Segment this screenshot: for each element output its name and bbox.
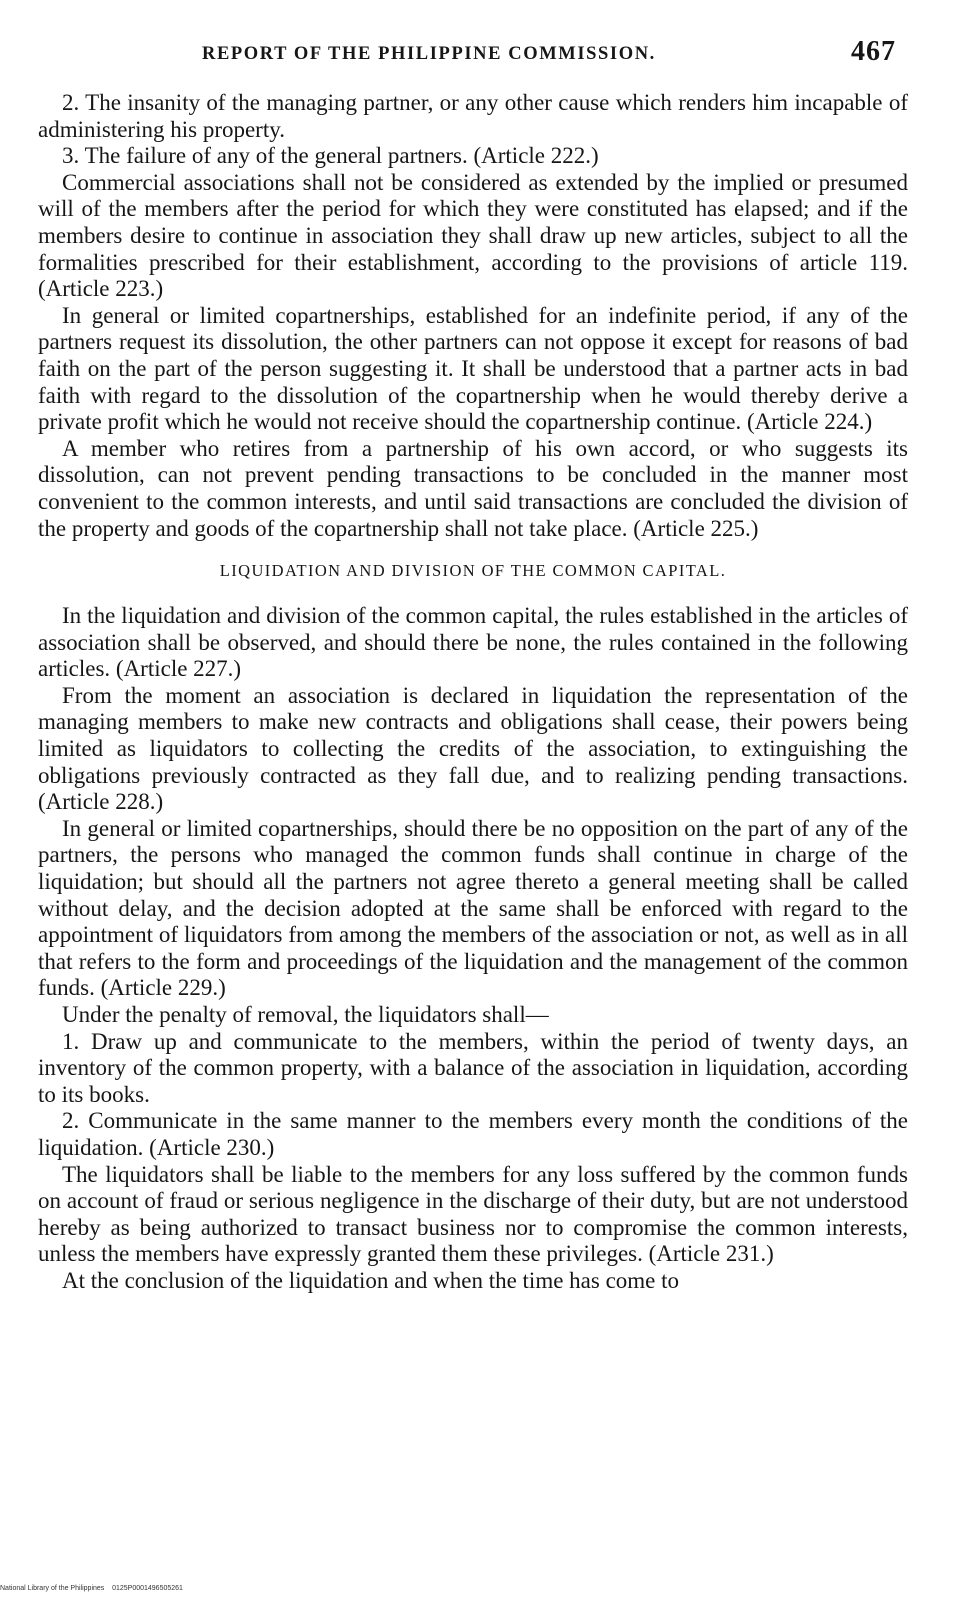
running-head: REPORT OF THE PHILIPPINE COMMISSION. <box>202 44 656 64</box>
paragraph: A member who retires from a partnership of his own accord, or who suggests its dissolution, can not prevent pending transactions to be concluded in the manner most convenient to the common interests, and until said transactions are concluded the division of the property and goods of the copartnership shall not take place. (Article 225.) <box>38 435 908 541</box>
paragraph: In the liquidation and division of the common capital, the rules established in the articles of association shall be observed, and should there be none, the rules contained in the following articles. (Article 227.) <box>38 603 908 682</box>
paragraph: The liquidators shall be liable to the members for any loss suffered by the common funds on account of fraud or serious negligence in the discharge of their duty, but are not understood hereby as being authorized to transact business nor to compromise the common interests, unless the members have expressly granted them these privileges. (Article 231.) <box>38 1161 908 1267</box>
paragraph: In general or limited copartnerships, established for an indefinite period, if any of the partners request its dissolution, the other partners can not oppose it except for reasons of bad faith on the part of the person suggesting it. It shall be understood that a partner acts in bad faith with regard to the dissolution of the copartnership when he would thereby derive a private profit which he would not receive should the copartnership continue. (Article 224.) <box>38 302 908 435</box>
paragraph: In general or limited copartnerships, should there be no opposition on the part of any of the partners, the persons who managed the common funds shall continue in charge of the liquidation; but should all the partners not agree thereto a general meeting shall be called without delay, and the decision adopted at the same shall be enforced with regard to the appointment of liquidators from among the members of the association or not, as well as in all that refers to the form and proceedings of the liquidation and the management of the common funds. (Article 229.) <box>38 815 908 1001</box>
paragraph: At the conclusion of the liquidation and when the time has come to <box>62 1267 680 1293</box>
paragraph: Commercial associations shall not be considered as extended by the implied or presumed will of the members after the period for which they were constituted has elapsed; and if the members desire to continue in association they shall draw up new articles, subject to all the formalities prescribed for their establishment, according to the provisions of article 119. (Article 223.) <box>38 169 908 302</box>
page-number: 467 <box>851 36 896 67</box>
paragraph: Under the penalty of removal, the liquidators shall— <box>62 1002 549 1027</box>
section-heading: LIQUIDATION AND DIVISION OF THE COMMON CAPITAL. <box>219 561 727 581</box>
paragraph: From the moment an association is declared in liquidation the representation of the managing members to make new contracts and obligations shall cease, their powers being limited as liquidators to collecting the credits of the association, to extinguishing the obligations previously contracted as they fall due, and to realizing pending transactions. (Article 228.) <box>38 682 908 815</box>
paragraph: 2. Communicate in the same manner to the members every month the conditions of the liquidation. (Article 230.) <box>38 1108 908 1160</box>
footer-record-id: 0125P0001496505261 <box>112 1585 183 1592</box>
paragraph: 1. Draw up and communicate to the members, within the period of twenty days, an inventory of the common property, with a balance of the association in liquidation, according to its books. <box>38 1028 908 1107</box>
paragraph: 3. The failure of any of the general partners. (Article 222.) <box>62 143 599 169</box>
paragraph: 2. The insanity of the managing partner, or any other cause which renders him incapable of administering his property. <box>38 90 908 142</box>
page-body <box>38 90 908 1295</box>
footer-library: National Library of the Philippines <box>0 1585 105 1592</box>
scan-footer <box>0 1585 183 1592</box>
page-header <box>0 38 954 78</box>
